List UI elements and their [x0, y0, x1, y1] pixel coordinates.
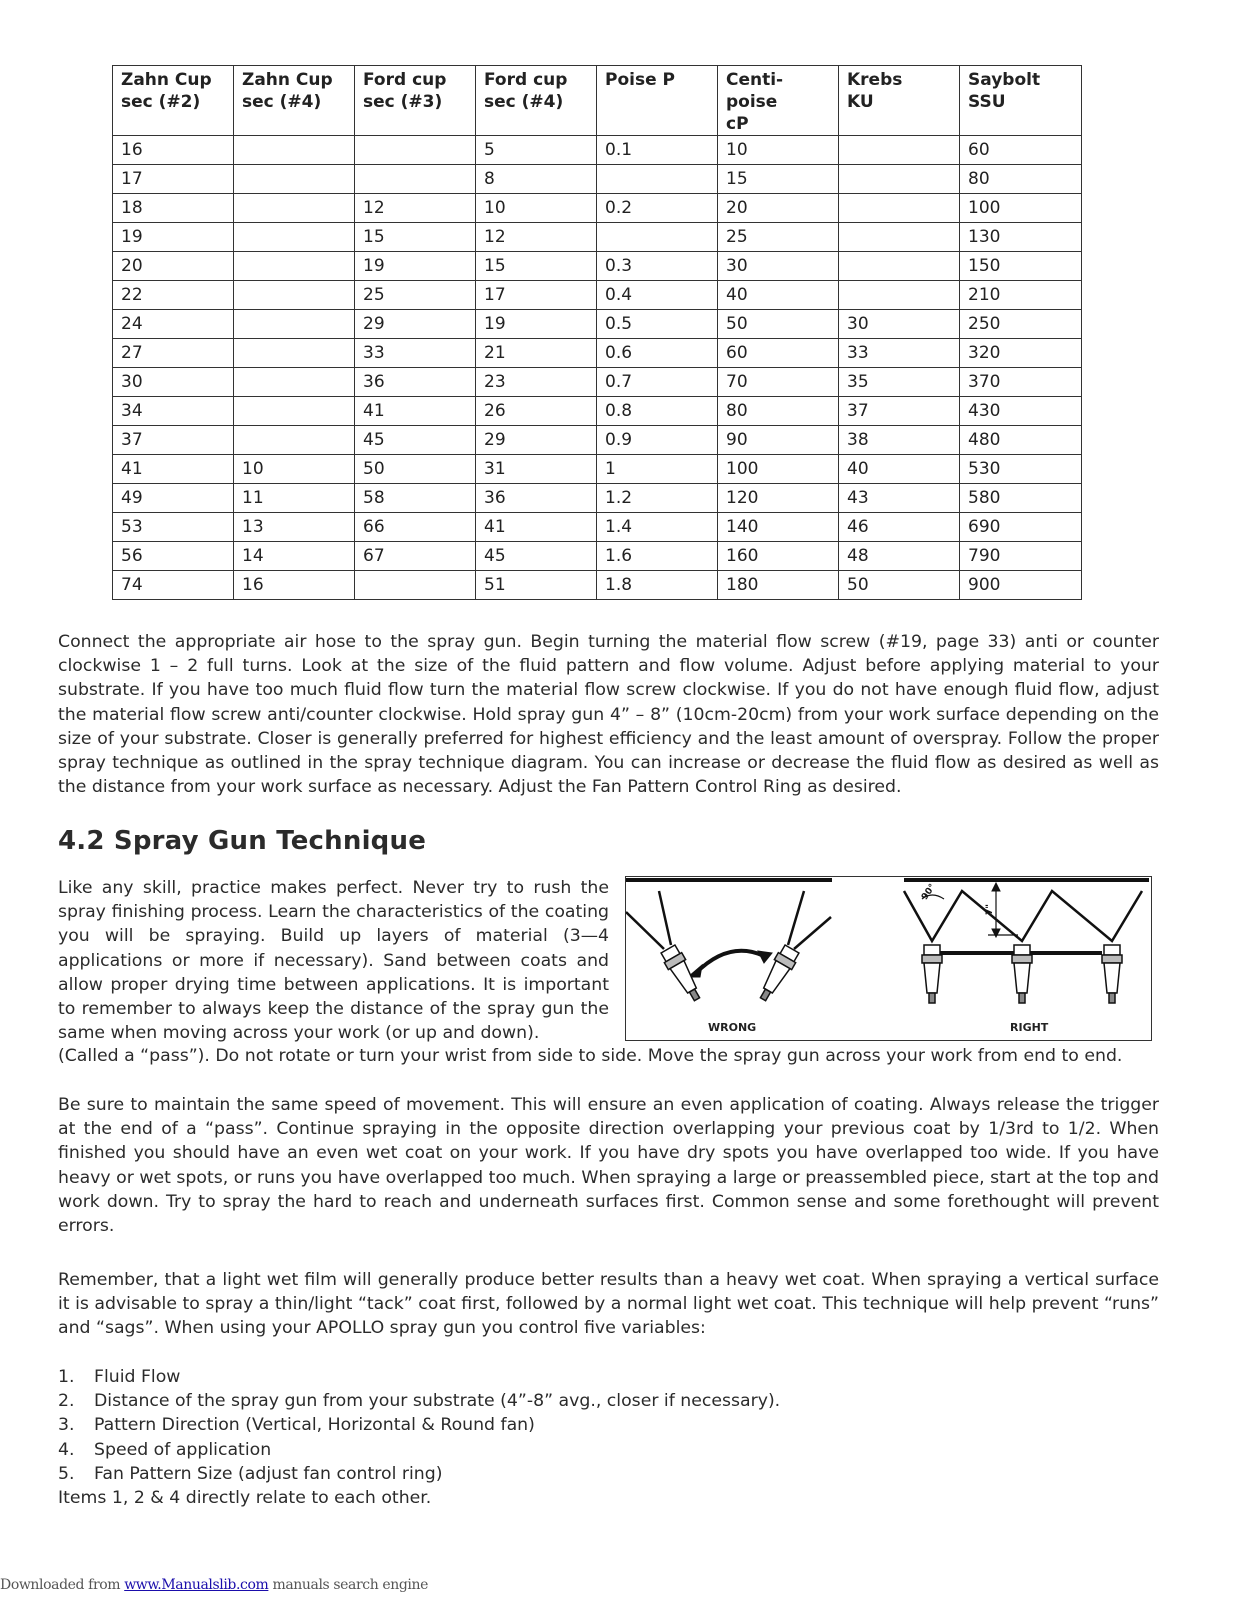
table-cell: 17 [113, 165, 234, 194]
table-cell: 790 [960, 542, 1082, 571]
table-cell: 46 [839, 513, 960, 542]
table-header-cell: Zahn Cup sec (#4) [234, 66, 355, 136]
table-cell: 29 [355, 310, 476, 339]
table-cell: 100 [960, 194, 1082, 223]
table-cell [839, 281, 960, 310]
table-row [113, 542, 1082, 571]
table-cell: 36 [476, 484, 597, 513]
table-cell: 45 [355, 426, 476, 455]
footer-suffix: manuals search engine [268, 1577, 429, 1593]
table-cell: 210 [960, 281, 1082, 310]
table-cell [839, 252, 960, 281]
table-cell: 1.6 [597, 542, 718, 571]
table-cell: 41 [113, 455, 234, 484]
table-cell [355, 136, 476, 165]
table-cell: 31 [476, 455, 597, 484]
table-cell: 35 [839, 368, 960, 397]
spray-technique-illustration [626, 877, 1150, 1039]
table-cell: 26 [476, 397, 597, 426]
table-cell [839, 223, 960, 252]
paragraph-speed: Be sure to maintain the same speed of movement. This will ensure an even application of coating. Always release the trigger at the end of a “pass”. Continue spraying in the opposite direction overlapping your previous coat by 1/3rd to 1/2. When finished you should have an even wet coat on your work. If you have dry spots you have overlapped too wide. If you have heavy or wet spots, or runs you have overlapped too much. When spraying a large or preassembled piece, start at the top and work down. Try to spray the hard to reach and underneath surfaces first. Common sense and some forethought will prevent errors. [58, 1095, 1159, 1237]
table-cell: 15 [355, 223, 476, 252]
table-cell: 33 [355, 339, 476, 368]
variables-list [58, 1365, 780, 1486]
table-cell: 130 [960, 223, 1082, 252]
table-cell: 50 [355, 455, 476, 484]
table-cell: 100 [718, 455, 839, 484]
table-cell [597, 165, 718, 194]
table-cell: 25 [718, 223, 839, 252]
table-row [113, 194, 1082, 223]
table-cell: 45 [476, 542, 597, 571]
table-cell: 15 [718, 165, 839, 194]
table-cell: 20 [718, 194, 839, 223]
table-cell: 0.6 [597, 339, 718, 368]
table-cell: 60 [718, 339, 839, 368]
spray-technique-diagram [625, 876, 1152, 1041]
table-body [113, 136, 1082, 600]
table-cell: 16 [234, 571, 355, 600]
table-cell: 370 [960, 368, 1082, 397]
table-cell: 0.2 [597, 194, 718, 223]
table-cell [234, 165, 355, 194]
list-item: 3. Pattern Direction (Vertical, Horizontal & Round fan) [58, 1415, 535, 1436]
table-cell [234, 281, 355, 310]
table-cell: 49 [113, 484, 234, 513]
table-cell: 0.7 [597, 368, 718, 397]
table-header-cell: Zahn Cup sec (#2) [113, 66, 234, 136]
table-header-cell: Ford cup sec (#4) [476, 66, 597, 136]
table-cell: 10 [718, 136, 839, 165]
angle-label: 90° [920, 882, 938, 903]
table-cell: 43 [839, 484, 960, 513]
table-cell: 37 [113, 426, 234, 455]
table-cell: 0.1 [597, 136, 718, 165]
right-label: RIGHT [1010, 1021, 1049, 1034]
table-cell: 16 [113, 136, 234, 165]
table-cell: 41 [355, 397, 476, 426]
list-item: 2. Distance of the spray gun from your substrate (4”-8” avg., closer if necessary). [58, 1391, 781, 1412]
table-cell: 690 [960, 513, 1082, 542]
table-cell [355, 571, 476, 600]
table-cell: 5 [476, 136, 597, 165]
table-header-row [113, 66, 1082, 136]
table-cell: 24 [113, 310, 234, 339]
table-cell: 19 [355, 252, 476, 281]
list-note: Items 1, 2 & 4 directly relate to each other. [58, 1488, 432, 1508]
table-cell: 180 [718, 571, 839, 600]
table-cell: 80 [960, 165, 1082, 194]
table-cell: 38 [839, 426, 960, 455]
paragraph-air-hose: Connect the appropriate air hose to the spray gun. Begin turning the material flow screw (#19, page 33) anti or counter clockwise 1 – 2 full turns. Look at the size of the fluid pattern and flow volume. Adjust before applying material to your substrate. If you have too much fluid flow turn the material flow screw clockwise. If you do not have enough fluid flow, adjust the material flow screw anti/counter clockwise. Hold spray gun 4” – 8” (10cm-20cm) from your work surface depending on the size of your substrate. Closer is generally preferred for highest efficiency and the least amount of overspray. Follow the proper spray technique as outlined in the spray technique diagram. You can increase or decrease the fluid flow as desired as well as the distance from your work surface as necessary. Adjust the Fan Pattern Control Ring as desired. [58, 632, 1159, 798]
table-cell [355, 165, 476, 194]
table-cell: 12 [476, 223, 597, 252]
table-cell [597, 223, 718, 252]
table-cell: 0.9 [597, 426, 718, 455]
table-cell: 11 [234, 484, 355, 513]
table-cell: 90 [718, 426, 839, 455]
table-cell: 19 [476, 310, 597, 339]
table-row [113, 252, 1082, 281]
table-cell: 12 [355, 194, 476, 223]
table-cell: 1 [597, 455, 718, 484]
table-cell: 36 [355, 368, 476, 397]
table-cell: 60 [960, 136, 1082, 165]
table-cell: 25 [355, 281, 476, 310]
table-row [113, 397, 1082, 426]
table-cell [839, 136, 960, 165]
table-cell [234, 426, 355, 455]
table-cell: 10 [234, 455, 355, 484]
table-header-cell: Saybolt SSU [960, 66, 1082, 136]
table-cell: 140 [718, 513, 839, 542]
table-cell [234, 136, 355, 165]
table-cell: 40 [718, 281, 839, 310]
table-cell: 14 [234, 542, 355, 571]
manualslib-link[interactable]: www.Manualslib.com [124, 1577, 269, 1593]
table-row [113, 310, 1082, 339]
table-cell: 34 [113, 397, 234, 426]
table-cell: 20 [113, 252, 234, 281]
paragraph-pass: (Called a “pass”). Do not rotate or turn your wrist from side to side. Move the spray gun across your work from end to end. [58, 1046, 1123, 1066]
table-cell: 50 [839, 571, 960, 600]
table-cell: 67 [355, 542, 476, 571]
paragraph-wet-film: Remember, that a light wet film will generally produce better results than a heavy wet coat. When spraying a vertical surface it is advisable to spray a thin/light “tack” coat first, followed by a normal light wet coat. This technique will help prevent “runs” and “sags”. When using your APOLLO spray gun you control five variables: [58, 1270, 1159, 1339]
table-row [113, 165, 1082, 194]
table-cell: 160 [718, 542, 839, 571]
download-footer [0, 1577, 428, 1593]
table-cell: 0.3 [597, 252, 718, 281]
table-cell: 30 [113, 368, 234, 397]
table-cell: 80 [718, 397, 839, 426]
table-cell [234, 368, 355, 397]
distance-label: 7" [985, 904, 995, 915]
table-cell [234, 252, 355, 281]
table-cell: 320 [960, 339, 1082, 368]
table-row [113, 571, 1082, 600]
table-cell [234, 223, 355, 252]
table-row [113, 223, 1082, 252]
table-cell: 30 [718, 252, 839, 281]
table-cell [234, 339, 355, 368]
table-cell: 50 [718, 310, 839, 339]
table-cell: 27 [113, 339, 234, 368]
list-item: 1. Fluid Flow [58, 1367, 181, 1387]
table-cell: 51 [476, 571, 597, 600]
table-cell: 150 [960, 252, 1082, 281]
wrong-label: WRONG [708, 1021, 757, 1034]
table-cell [234, 397, 355, 426]
table-header-cell: Centi-poise cP [718, 66, 839, 136]
table-row [113, 136, 1082, 165]
table-cell: 48 [839, 542, 960, 571]
viscosity-conversion-table [112, 65, 1082, 600]
table-cell: 19 [113, 223, 234, 252]
table-header-cell: Ford cup sec (#3) [355, 66, 476, 136]
table-cell: 120 [718, 484, 839, 513]
table-cell: 37 [839, 397, 960, 426]
table-cell: 900 [960, 571, 1082, 600]
table-cell: 1.8 [597, 571, 718, 600]
table-cell: 18 [113, 194, 234, 223]
table-cell: 8 [476, 165, 597, 194]
table-row [113, 513, 1082, 542]
table-cell: 430 [960, 397, 1082, 426]
list-item: 5. Fan Pattern Size (adjust fan control ring) [58, 1463, 443, 1484]
table-header-cell: Poise P [597, 66, 718, 136]
table-cell [839, 194, 960, 223]
table-cell: 56 [113, 542, 234, 571]
table-cell: 480 [960, 426, 1082, 455]
table-cell: 74 [113, 571, 234, 600]
table-cell: 1.2 [597, 484, 718, 513]
table-cell: 21 [476, 339, 597, 368]
table-row [113, 484, 1082, 513]
table-cell: 0.4 [597, 281, 718, 310]
table-cell: 22 [113, 281, 234, 310]
table-cell: 530 [960, 455, 1082, 484]
table-cell: 53 [113, 513, 234, 542]
table-row [113, 281, 1082, 310]
table-cell [234, 310, 355, 339]
table-row [113, 426, 1082, 455]
table-cell: 15 [476, 252, 597, 281]
table-cell: 1.4 [597, 513, 718, 542]
wrong-technique-drawing [626, 880, 832, 1004]
table-cell: 41 [476, 513, 597, 542]
table-row [113, 339, 1082, 368]
table-cell: 58 [355, 484, 476, 513]
table-cell: 66 [355, 513, 476, 542]
table-cell: 40 [839, 455, 960, 484]
section-heading: 4.2 Spray Gun Technique [58, 826, 427, 856]
table-cell [234, 194, 355, 223]
table-cell: 17 [476, 281, 597, 310]
table-cell: 250 [960, 310, 1082, 339]
right-technique-drawing [904, 880, 1149, 1003]
list-item: 4. Speed of application [58, 1439, 272, 1460]
table-cell: 10 [476, 194, 597, 223]
table-cell: 29 [476, 426, 597, 455]
table-cell: 0.8 [597, 397, 718, 426]
table-cell [839, 165, 960, 194]
table-row [113, 455, 1082, 484]
table-cell: 23 [476, 368, 597, 397]
table-row [113, 368, 1082, 397]
table-cell: 70 [718, 368, 839, 397]
table-cell: 33 [839, 339, 960, 368]
table-cell: 580 [960, 484, 1082, 513]
paragraph-practice: Like any skill, practice makes perfect. Never try to rush the spray finishing process. Learn the characteristics of the coating you will be spraying. Build up layers of material (3—4 applications or more if necessary). Sand between coats and allow proper drying time between applications. It is important to remember to always keep the distance of the spray gun the same when moving across your work (or up and down). [58, 878, 609, 1044]
table-cell: 0.5 [597, 310, 718, 339]
table-cell: 30 [839, 310, 960, 339]
table-cell: 13 [234, 513, 355, 542]
footer-prefix: Downloaded from [0, 1577, 125, 1593]
table-header-cell: Krebs KU [839, 66, 960, 136]
